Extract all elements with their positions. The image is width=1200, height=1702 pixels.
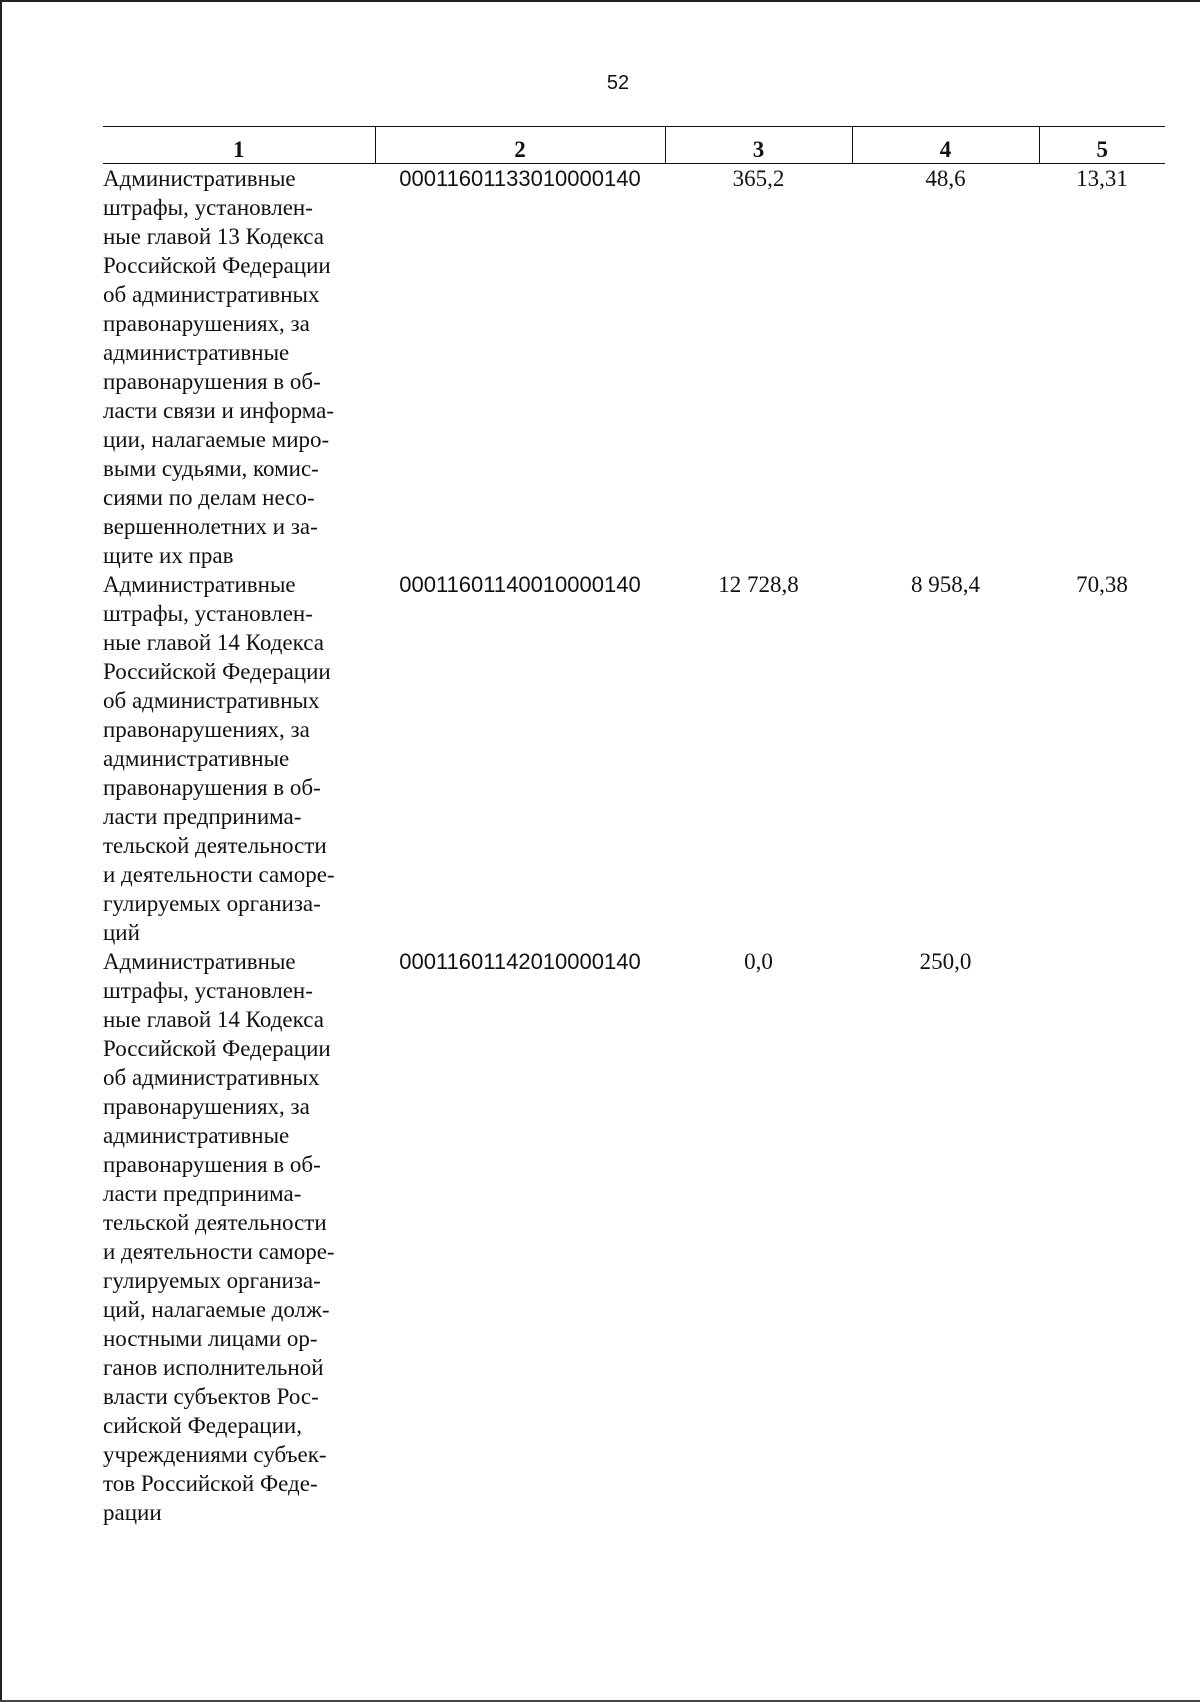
column-header-1: 1 xyxy=(103,127,375,164)
column-header-5: 5 xyxy=(1039,127,1165,164)
table-row xyxy=(103,570,1165,947)
table-row xyxy=(103,947,1165,1527)
page-number: 52 xyxy=(606,72,630,94)
row-value-col3: 365,2 xyxy=(732,166,785,191)
column-header-4: 4 xyxy=(852,127,1039,164)
row-value-col5 xyxy=(1039,947,1165,1527)
row-value-col4: 250,0 xyxy=(919,949,972,974)
column-header-3: 3 xyxy=(665,127,852,164)
row-value-col4: 8 958,4 xyxy=(911,572,980,597)
row-value-col5: 70,38 xyxy=(1076,572,1128,597)
row-description: Административные штрафы, установлен- ные главой 13 Кодекса Российской Федерации об административных правонарушениях, за административные правонарушения в об- ласти связи и информа- ции, налагаемые миро- выми судьями, комис- сиями по делам несо- вершеннолетних и за- щите их прав xyxy=(103,166,334,568)
table-header-row xyxy=(103,127,1165,164)
row-code: 00011601133010000140 xyxy=(399,166,641,191)
page-border-top xyxy=(0,0,1200,2)
row-value-col3: 12 728,8 xyxy=(718,572,799,597)
row-code: 00011601142010000140 xyxy=(399,949,641,974)
row-description: Административные штрафы, установлен- ные главой 14 Кодекса Российской Федерации об административных правонарушениях, за административные правонарушения в об- ласти предпринима- тельской деятельности и деятельности саморе- гулируемых организа- ций xyxy=(103,572,335,945)
row-description: Административные штрафы, установлен- ные главой 14 Кодекса Российской Федерации об административных правонарушениях, за административные правонарушения в об- ласти предпринима- тельской деятельности и деятельности саморе- гулируемых организа- ций, налагаемые долж- ностными лицами ор- ганов исполнительной власти субъектов Рос- сийской Федерации, учреждениями субъек- тов Российской Феде- рации xyxy=(103,949,335,1525)
row-value-col5: 13,31 xyxy=(1076,166,1128,191)
budget-table xyxy=(103,126,1165,1527)
row-value-col4: 48,6 xyxy=(925,166,966,191)
table-row xyxy=(103,164,1165,571)
page-border-left xyxy=(0,0,2,1702)
row-code: 00011601140010000140 xyxy=(399,572,641,597)
row-value-col3: 0,0 xyxy=(744,949,773,974)
column-header-2: 2 xyxy=(375,127,665,164)
